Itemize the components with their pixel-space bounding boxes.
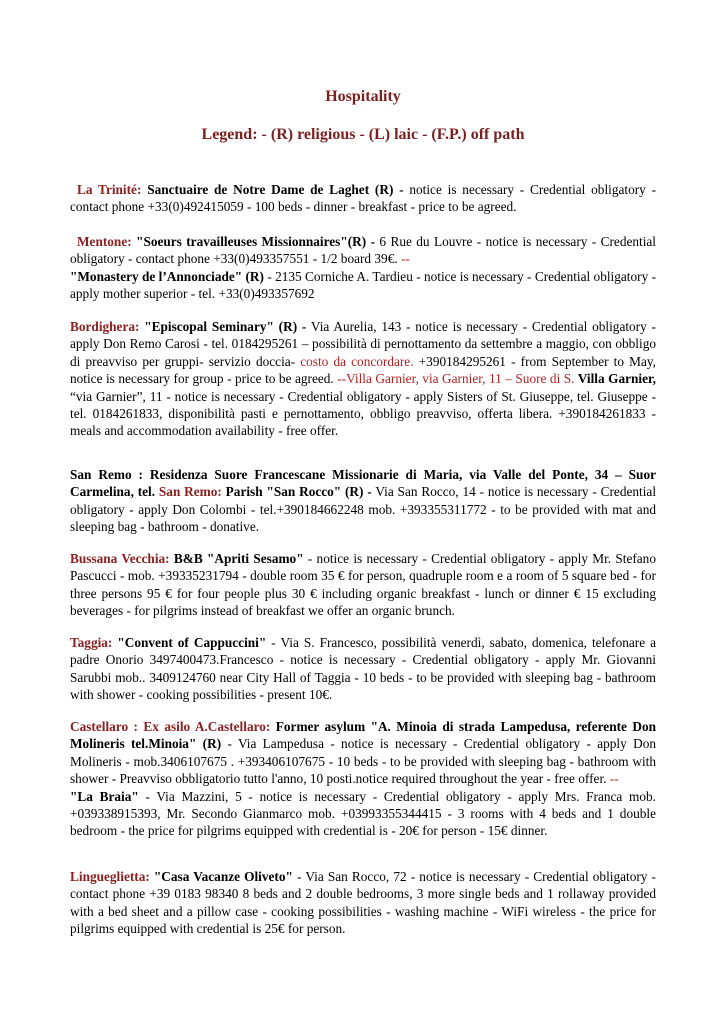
entry-taggia bbox=[70, 634, 656, 704]
entry-details-2: - Via Mazzini, 5 - notice is necessary - Credential obligatory - apply Mrs. Franca mob. +039338915393, Mr. Secondo Gianmarco mob. +03993355344415 - 3 rooms with 4 beds and 1 double bedroom - the price for pilgrims equipped with credential is - 20€ for person - 15€ dinner. bbox=[70, 788, 657, 839]
accommodation-name: Parish "San Rocco" (R) - bbox=[221, 484, 372, 500]
entry-details: 6 Rue du Louvre - notice is necessary - Credential obligatory - contact phone +33(0)493357551 - 1/2 board 39€. bbox=[70, 234, 657, 267]
entry-details: - Via San Rocco, 72 - notice is necessary - Credential obligatory - contact phone +39 0183 98340 8 beds and 2 double bedrooms, 3 more single beds and 1 rollaway provided with a bed sheet and a pillow case - cooking possibilities - washing machine - WiFi wireless - the price for pilgrims equipped with credential is 25€ for person. bbox=[70, 869, 656, 937]
entry-details: - notice is necessary - Credential obligatory - apply Mr. Stefano Pascucci - mob. +39335231794 - double room 35 € for person, quadruple room e a room of 5 square bed - for three persons 95 € for four people plus 30 € including organic breakfast - lunch or dinner € 15 excluding beverages - for pilgrims instead of breakfast we offer an organic brunch. bbox=[70, 551, 656, 619]
entry-lingueglietta bbox=[70, 868, 656, 938]
entry-details: Via San Rocco, 14 - notice is necessary - Credential obligatory - apply Don Colombi - tel.+390184662248 mob. +393355311772 - to be provided with mat and sleeping bag - bathroom - donative. bbox=[70, 484, 657, 535]
entry-details-2: - 2135 Corniche A. Tardieu - notice is necessary - Credential obligatory - apply mother superior - tel. +33(0)493357692 bbox=[70, 268, 656, 302]
place-name: San Remo: bbox=[155, 484, 222, 500]
entry-details: - Via Lampedusa - notice is necessary - Credential obligatory - apply Don Molineris - mob.3406107675 . +393406107675 - 10 beds - to be provided with sleeping bag - bathroom with shower - Preavviso obbligatorio tutto l'anno, 10 posti.notice required throughout the year - free offer. bbox=[70, 736, 656, 787]
entry-details-2: “via Garnier”, 11 - notice is necessary - Credential obligatory - apply Sisters of St. Giuseppe, tel. Giuseppe - tel. 0184261833, disponibilità pasti e pernottamento, obbligo preavviso, offerta libera. +390184261833 - meals and accommodation availability - free offer. bbox=[70, 388, 656, 439]
accommodation-name: "Casa Vacanze Oliveto" bbox=[149, 869, 293, 884]
legend-heading: Legend: - (R) religious - (L) laic - (F.P.) off path bbox=[201, 126, 525, 143]
entry-bordighera bbox=[70, 318, 656, 440]
entry-details: Via Aurelia, 143 - notice is necessary - Credential obligatory - apply Don Remo Carosi - tel. 0184295261 – possibilità di pernottamento da settembre a maggio, con obbligo di preavviso per gruppi- servizio doccia- bbox=[70, 319, 656, 369]
entry-san-remo bbox=[70, 466, 656, 536]
place-name: Lingueglietta: bbox=[70, 869, 150, 884]
separator: -- bbox=[397, 251, 410, 267]
accommodation-name: "Convent of Cappuccini" bbox=[112, 635, 267, 650]
entry-mentone bbox=[70, 233, 656, 303]
place-name: La Trinité: bbox=[77, 182, 142, 197]
separator: -- bbox=[606, 771, 619, 787]
accommodation-name-2: "La Braia" bbox=[70, 788, 139, 804]
accommodation-name: Former asylum "A. Minoia di strada Lampedusa, referente Don Molineris tel.Minoia" (R) bbox=[70, 719, 657, 752]
entry-details: notice is necessary - Credential obligatory - contact phone +33(0)492415059 - 100 beds - dinner - breakfast - price to be agreed. bbox=[70, 182, 657, 215]
entry-bussana-vecchia bbox=[70, 550, 656, 620]
page-title: Hospitality bbox=[325, 88, 401, 105]
entry-details-b: +390184295261 - from September to May, notice is necessary for group - price to be agreed. bbox=[70, 353, 656, 387]
accommodation-name: Sanctuaire de Notre Dame de Laghet (R) - bbox=[147, 182, 404, 197]
accommodation-name: "Soeurs travailleuses Missionnaires"(R) - bbox=[136, 234, 376, 249]
place-name: Taggia: bbox=[70, 635, 113, 650]
accommodation-name-2: "Monastery de l’Annonciade" (R) bbox=[70, 268, 264, 284]
entry-la-trinite bbox=[70, 181, 656, 216]
accommodation-name-2: Villa Garnier, bbox=[574, 371, 656, 387]
accommodation-lead: San Remo : Residenza Suore Francescane Missionarie di Maria, via Valle del Ponte, 34 – Suor Carmelina, tel. bbox=[70, 467, 656, 500]
entry-castellaro bbox=[70, 718, 656, 840]
place-name: Castellaro : Ex asilo A.Castellaro: bbox=[70, 719, 271, 734]
entry-details: - Via S. Francesco, possibilità venerdì, sabato, domenica, telefonare a padre Onorio 3497400473.Francesco - notice is necessary - Credential obligatory - apply Mr. Giovanni Sarubbi mob.. 3409124760 near City Hall of Taggia - 10 beds - to be provided with sleeping bag - bathroom with shower - cooking possibilities - present 10€. bbox=[70, 635, 657, 703]
place-name: Mentone: bbox=[77, 234, 132, 249]
place-name: Bussana Vecchia: bbox=[70, 551, 170, 566]
accommodation-name: B&B "Apriti Sesamo" bbox=[169, 551, 304, 566]
price-note: costo da concordare. bbox=[295, 353, 414, 369]
villa-garnier-note: --Villa Garnier, via Garnier, 11 – Suore di S. bbox=[333, 371, 575, 387]
accommodation-name: "Episcopal Seminary" (R) - bbox=[144, 319, 307, 334]
place-name: Bordighera: bbox=[70, 319, 140, 334]
